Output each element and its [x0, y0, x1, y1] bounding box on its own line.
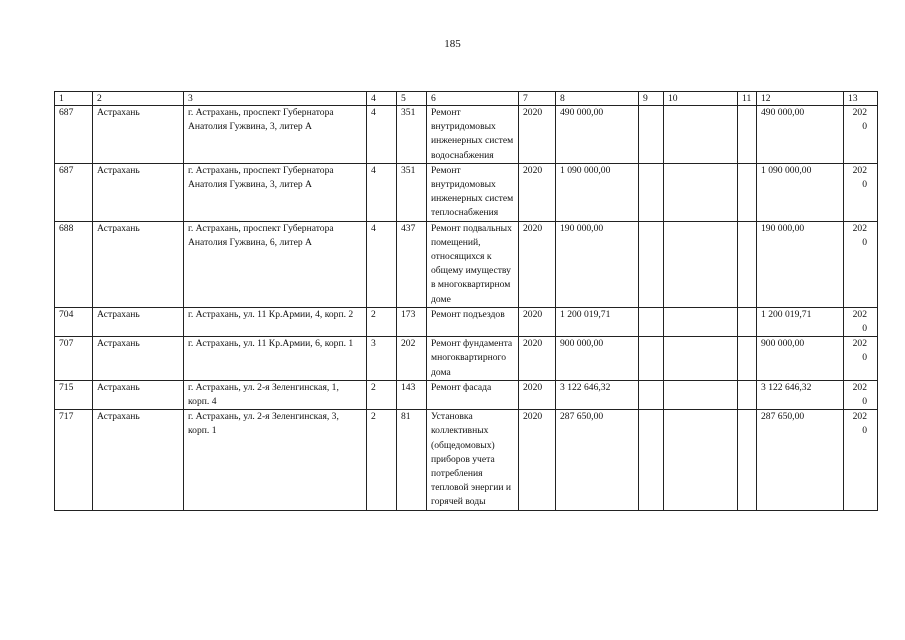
- cell-completion-year: 2020: [844, 307, 878, 336]
- cell-year: 2020: [519, 410, 556, 510]
- cell-completion-year: 2020: [844, 410, 878, 510]
- table-row: [55, 337, 878, 381]
- table-row: [55, 380, 878, 409]
- cell-col4: 2: [367, 307, 397, 336]
- table-row: [55, 410, 878, 510]
- cell-cost: 1 200 019,71: [757, 307, 844, 336]
- table-row: [55, 221, 878, 307]
- cell-completion-year: 2020: [844, 221, 878, 307]
- column-number: 10: [664, 92, 738, 106]
- cell-id: 704: [55, 307, 93, 336]
- cell-col11: [738, 221, 757, 307]
- cell-year: 2020: [519, 337, 556, 381]
- cell-work-type: Ремонт внутридомовых инженерных систем водоснабжения: [427, 106, 519, 164]
- cell-id: 687: [55, 106, 93, 164]
- cell-col5: 351: [397, 163, 427, 221]
- cell-col10: [664, 307, 738, 336]
- cell-id: 688: [55, 221, 93, 307]
- column-number: 2: [93, 92, 184, 106]
- cell-year: 2020: [519, 221, 556, 307]
- cell-completion-year: 2020: [844, 380, 878, 409]
- cell-col9: [639, 307, 664, 336]
- cell-id: 707: [55, 337, 93, 381]
- cell-col10: [664, 221, 738, 307]
- cell-col4: 2: [367, 380, 397, 409]
- cell-cost: 287 650,00: [757, 410, 844, 510]
- cell-address: г. Астрахань, ул. 2-я Зеленгинская, 1, корп. 4: [184, 380, 367, 409]
- cell-col9: [639, 163, 664, 221]
- cell-col4: 4: [367, 106, 397, 164]
- cell-city: Астрахань: [93, 380, 184, 409]
- cell-col11: [738, 307, 757, 336]
- cell-work-type: Ремонт фундамента многоквартирного дома: [427, 337, 519, 381]
- cell-col10: [664, 163, 738, 221]
- cell-city: Астрахань: [93, 307, 184, 336]
- cell-col5: 351: [397, 106, 427, 164]
- cell-col9: [639, 380, 664, 409]
- cell-city: Астрахань: [93, 163, 184, 221]
- cell-completion-year: 2020: [844, 106, 878, 164]
- cell-year: 2020: [519, 163, 556, 221]
- cell-col11: [738, 410, 757, 510]
- page-number: 185: [444, 38, 461, 50]
- cell-id: 717: [55, 410, 93, 510]
- column-number: 9: [639, 92, 664, 106]
- cell-cost: 490 000,00: [757, 106, 844, 164]
- cell-total-cost: 190 000,00: [556, 221, 639, 307]
- column-number: 6: [427, 92, 519, 106]
- cell-total-cost: 287 650,00: [556, 410, 639, 510]
- cell-col4: 4: [367, 163, 397, 221]
- table-row: [55, 307, 878, 336]
- cell-col5: 143: [397, 380, 427, 409]
- cell-col5: 173: [397, 307, 427, 336]
- cell-city: Астрахань: [93, 221, 184, 307]
- column-number: 3: [184, 92, 367, 106]
- cell-address: г. Астрахань, проспект Губернатора Анатолия Гужвина, 3, литер А: [184, 163, 367, 221]
- cell-total-cost: 490 000,00: [556, 106, 639, 164]
- cell-city: Астрахань: [93, 337, 184, 381]
- column-number: 11: [738, 92, 757, 106]
- cell-total-cost: 1 200 019,71: [556, 307, 639, 336]
- cell-col9: [639, 221, 664, 307]
- cell-col4: 4: [367, 221, 397, 307]
- cell-col4: 3: [367, 337, 397, 381]
- column-number: 12: [757, 92, 844, 106]
- cell-col10: [664, 410, 738, 510]
- cell-city: Астрахань: [93, 106, 184, 164]
- cell-year: 2020: [519, 380, 556, 409]
- cell-col4: 2: [367, 410, 397, 510]
- cell-col11: [738, 163, 757, 221]
- column-number: 13: [844, 92, 878, 106]
- cell-address: г. Астрахань, проспект Губернатора Анатолия Гужвина, 6, литер А: [184, 221, 367, 307]
- column-number: 1: [55, 92, 93, 106]
- cell-col10: [664, 337, 738, 381]
- cell-city: Астрахань: [93, 410, 184, 510]
- cell-work-type: Установка коллективных (общедомовых) приборов учета потребления тепловой энергии и горячей воды: [427, 410, 519, 510]
- cell-col10: [664, 106, 738, 164]
- cell-cost: 190 000,00: [757, 221, 844, 307]
- cell-work-type: Ремонт подъездов: [427, 307, 519, 336]
- cell-col11: [738, 106, 757, 164]
- works-table: [54, 91, 878, 511]
- cell-col10: [664, 380, 738, 409]
- cell-address: г. Астрахань, ул. 11 Кр.Армии, 6, корп. 1: [184, 337, 367, 381]
- cell-total-cost: 3 122 646,32: [556, 380, 639, 409]
- cell-completion-year: 2020: [844, 163, 878, 221]
- column-number-row: [55, 92, 878, 106]
- cell-work-type: Ремонт подвальных помещений, относящихся к общему имуществу в многоквартирном доме: [427, 221, 519, 307]
- cell-cost: 900 000,00: [757, 337, 844, 381]
- cell-completion-year: 2020: [844, 337, 878, 381]
- cell-address: г. Астрахань, ул. 11 Кр.Армии, 4, корп. 2: [184, 307, 367, 336]
- cell-col11: [738, 337, 757, 381]
- cell-id: 687: [55, 163, 93, 221]
- column-number: 4: [367, 92, 397, 106]
- cell-col9: [639, 410, 664, 510]
- cell-cost: 1 090 000,00: [757, 163, 844, 221]
- table-row: [55, 163, 878, 221]
- table-row: [55, 106, 878, 164]
- cell-id: 715: [55, 380, 93, 409]
- cell-col11: [738, 380, 757, 409]
- cell-col9: [639, 106, 664, 164]
- cell-cost: 3 122 646,32: [757, 380, 844, 409]
- cell-year: 2020: [519, 307, 556, 336]
- cell-total-cost: 900 000,00: [556, 337, 639, 381]
- column-number: 8: [556, 92, 639, 106]
- cell-col5: 437: [397, 221, 427, 307]
- cell-address: г. Астрахань, проспект Губернатора Анатолия Гужвина, 3, литер А: [184, 106, 367, 164]
- cell-total-cost: 1 090 000,00: [556, 163, 639, 221]
- cell-work-type: Ремонт внутридомовых инженерных систем теплоснабжения: [427, 163, 519, 221]
- cell-year: 2020: [519, 106, 556, 164]
- column-number: 7: [519, 92, 556, 106]
- column-number: 5: [397, 92, 427, 106]
- cell-col9: [639, 337, 664, 381]
- cell-work-type: Ремонт фасада: [427, 380, 519, 409]
- cell-col5: 202: [397, 337, 427, 381]
- cell-col5: 81: [397, 410, 427, 510]
- cell-address: г. Астрахань, ул. 2-я Зеленгинская, 3, корп. 1: [184, 410, 367, 510]
